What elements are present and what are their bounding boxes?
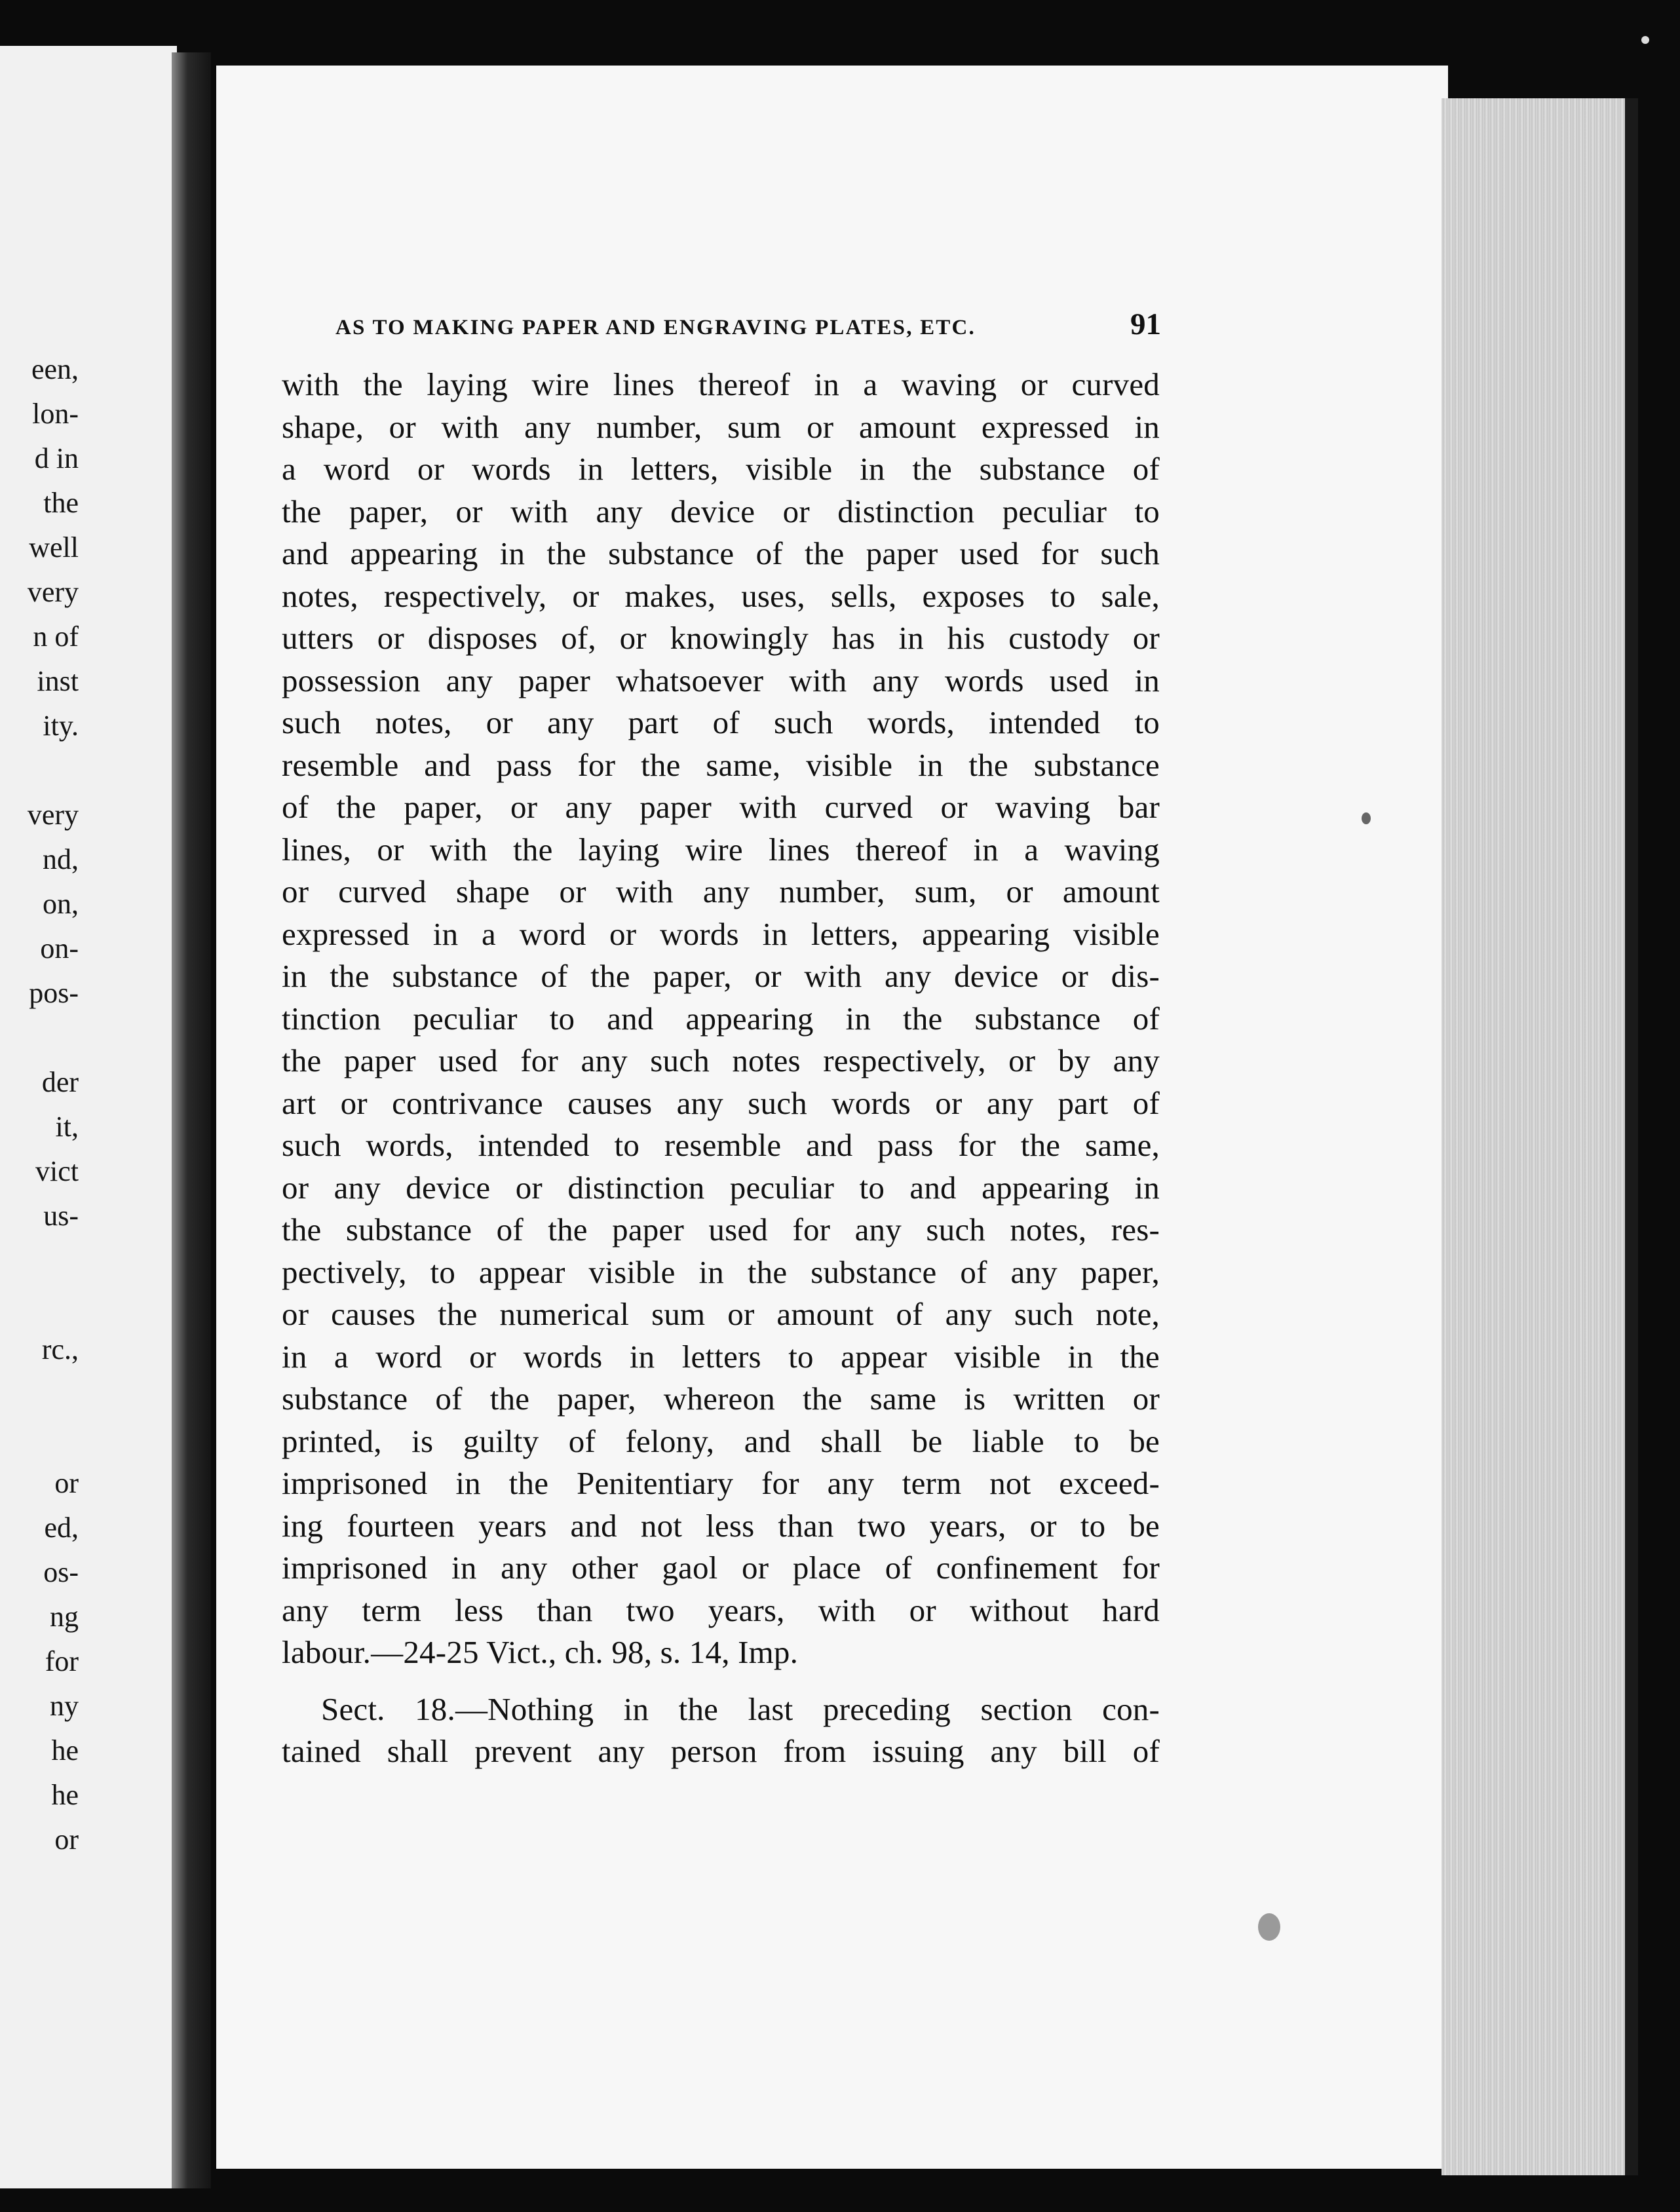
- left-page-fragment: inst: [37, 665, 79, 697]
- text-line: such notes, or any part of such words, intended to: [282, 704, 1160, 740]
- left-page-fragment: een,: [31, 353, 79, 385]
- left-page-fragment: [0, 1238, 79, 1283]
- left-page-fragment: or: [54, 1823, 79, 1856]
- left-page-fragment: ny: [50, 1690, 79, 1722]
- running-head-title: AS TO MAKING PAPER AND ENGRAVING PLATES, ETC.: [335, 316, 976, 339]
- book-gutter-shadow: [172, 52, 211, 2188]
- left-page-fragment: [0, 1417, 79, 1461]
- left-page-fragment: [0, 748, 79, 793]
- left-page-fragment: ity.: [43, 710, 79, 742]
- text-line: Sect. 18.—Nothing in the last preceding section con-: [321, 1690, 1160, 1727]
- text-line: substance of the paper, whereon the same is written or: [282, 1381, 1160, 1417]
- text-line: labour.—24-25 Vict., ch. 98, s. 14, Imp.: [282, 1634, 799, 1670]
- running-head: [335, 307, 1161, 342]
- text-line: pectively, to appear visible in the substance of any paper,: [282, 1253, 1160, 1290]
- left-page-fragment: vict: [35, 1155, 79, 1187]
- text-line: in the substance of the paper, or with any device or dis-: [282, 958, 1160, 994]
- left-page-fragment: well: [29, 531, 79, 563]
- left-page-fragment: [0, 1283, 79, 1327]
- text-line: imprisoned in any other gaol or place of confinement for: [282, 1550, 1160, 1586]
- text-line: the substance of the paper used for any such notes, res-: [282, 1211, 1160, 1248]
- left-page-fragment: ed,: [44, 1512, 79, 1544]
- text-line: ing fourteen years and not less than two years, or to be: [282, 1507, 1160, 1544]
- left-page-fragment: os-: [43, 1556, 79, 1588]
- left-page-fragment: on-: [40, 932, 79, 964]
- text-line: art or contrivance causes any such words or any part of: [282, 1084, 1160, 1121]
- text-line: with the laying wire lines thereof in a waving or curved: [282, 366, 1160, 402]
- left-page-fragment: der: [41, 1066, 79, 1098]
- text-line: notes, respectively, or makes, uses, sells, exposes to sale,: [282, 577, 1160, 614]
- paragraph-2: [282, 1688, 1160, 1773]
- scan-speck: [1362, 812, 1371, 824]
- left-page-fragment: d in: [34, 442, 79, 474]
- text-line: or curved shape or with any number, sum, or amount: [282, 873, 1160, 909]
- text-line: tained shall prevent any person from issuing any bill of: [282, 1733, 1160, 1769]
- left-page-fragment: the: [43, 487, 79, 519]
- text-line: in a word or words in letters to appear visible in the: [282, 1338, 1160, 1375]
- text-line: or any device or distinction peculiar to and appearing in: [282, 1169, 1160, 1206]
- text-line: imprisoned in the Penitentiary for any term not exceed-: [282, 1465, 1160, 1501]
- left-page-text-fragments: [0, 347, 79, 1862]
- left-page-fragment: [0, 1016, 79, 1060]
- text-line: printed, is guilty of felony, and shall be liable to be: [282, 1422, 1160, 1459]
- text-line: or causes the numerical sum or amount of any such note,: [282, 1296, 1160, 1332]
- text-line: the paper, or with any device or distinction peculiar to: [282, 493, 1160, 529]
- body-text: [282, 364, 1160, 1773]
- left-page-fragment: he: [51, 1779, 79, 1811]
- left-page-fragment: ng: [50, 1601, 79, 1633]
- text-line: utters or disposes of, or knowingly has in his custody or: [282, 620, 1160, 656]
- left-page-fragment: it,: [55, 1111, 79, 1143]
- left-page-fragment: nd,: [43, 843, 79, 875]
- text-line: possession any paper whatsoever with any words used in: [282, 662, 1160, 698]
- scan-speck: [1641, 36, 1649, 44]
- left-page-fragment: rc.,: [41, 1333, 79, 1365]
- scan-speck: [1258, 1913, 1280, 1941]
- left-page-fragment: very: [27, 799, 79, 831]
- text-line: lines, or with the laying wire lines thereof in a waving: [282, 831, 1160, 868]
- left-page-fragment: or: [54, 1467, 79, 1499]
- left-page-fragment: he: [51, 1734, 79, 1766]
- text-line: of the paper, or any paper with curved or waving bar: [282, 789, 1160, 825]
- left-page-fragment: us-: [43, 1200, 79, 1232]
- text-line: and appearing in the substance of the paper used for such: [282, 535, 1160, 571]
- text-line: expressed in a word or words in letters, appearing visible: [282, 915, 1160, 952]
- left-page-fragment: for: [45, 1645, 79, 1677]
- page-number: 91: [1130, 307, 1161, 341]
- page-stack-edge: [1441, 98, 1638, 2175]
- text-line: tinction peculiar to and appearing in the substance of: [282, 1000, 1160, 1037]
- left-page-fragment: [0, 1372, 79, 1417]
- text-line: a word or words in letters, visible in the substance of: [282, 451, 1160, 487]
- text-line: shape, or with any number, sum or amount expressed in: [282, 408, 1160, 445]
- left-page-fragment: n of: [33, 620, 79, 653]
- left-page-fragment: pos-: [29, 977, 79, 1009]
- left-page-fragment: lon-: [32, 398, 79, 430]
- left-page-fragment: on,: [43, 888, 79, 920]
- text-line: resemble and pass for the same, visible in the substance: [282, 746, 1160, 783]
- text-line: the paper used for any such notes respectively, or by any: [282, 1042, 1160, 1078]
- left-page-fragment: very: [27, 576, 79, 608]
- text-line: any term less than two years, with or without hard: [282, 1592, 1160, 1628]
- paragraph-1: [282, 364, 1160, 1674]
- text-line: such words, intended to resemble and pass for the same,: [282, 1127, 1160, 1163]
